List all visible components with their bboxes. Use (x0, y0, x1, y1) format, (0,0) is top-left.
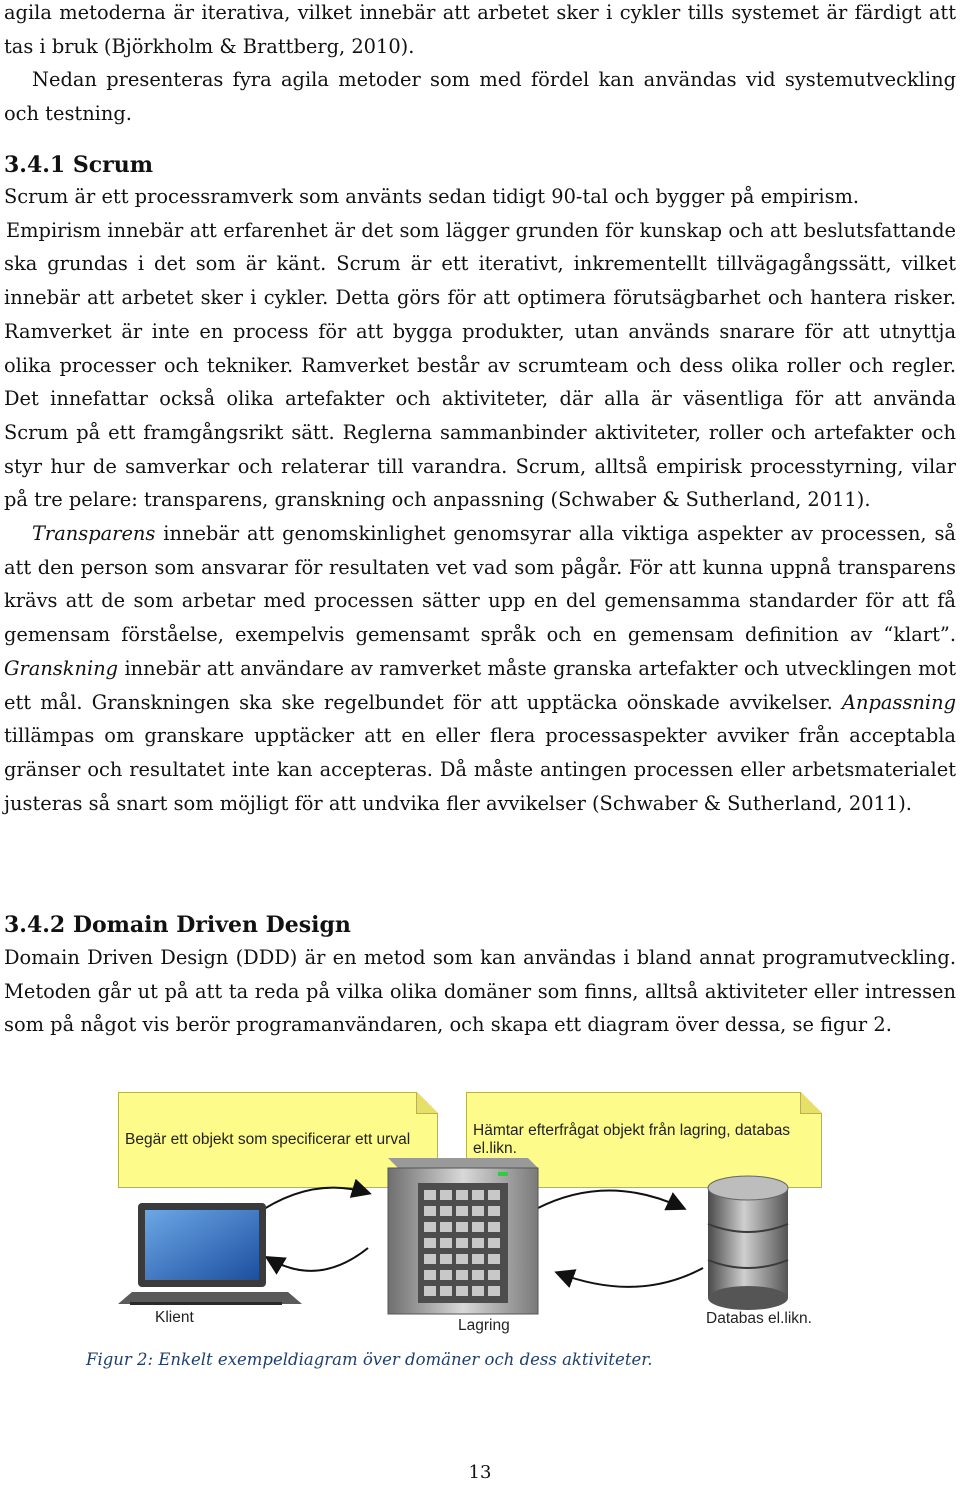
note-request: Begär ett objekt som specificerar ett urval (118, 1092, 438, 1188)
note-fetch: Hämtar efterfrågat objekt från lagring, databas el.likn. (466, 1092, 822, 1188)
intro-paragraph-2: Nedan presenteras fyra agila metoder som med fördel kan användas vid systemutveckling och testning. (4, 68, 956, 126)
scrum-first-line: Scrum är ett processramverk som använts sedan tidigt 90-tal och bygger på empirism. (4, 185, 860, 208)
page-number: 13 (468, 1462, 492, 1483)
scrum-paragraph: Empirism innebär att erfarenhet är det som lägger grunden för kunskap och att beslutsfattande ska grundas i det som är känt. Scrum är ett iterativt, inkrementellt tillvägagångssätt, vilket innebär att arbetet sker i cykler. Detta görs för att optimera förutsägbarhet och hantera risker. Ramverket är inte en process för att bygga produkter, utan används snarare för att utnyttja olika processer och tekniker. Ramverket består av scrumteam och dess olika roller och regler. Det innefattar också olika artefakter och aktiviteter, där alla är väsentliga för att använda Scrum på ett framgångsrikt sätt. Reglerna sammanbinder aktiviteter, roller och artefakter och styr hur de samverkar och relaterar till varandra. Scrum, alltså empirisk processtyrning, vilar på tre pelare: transparens, granskning och anpassning (Schwaber & Sutherland, 2011). (4, 218, 956, 512)
section-heading-scrum: 3.4.1 Scrum (4, 152, 154, 178)
section-heading-ddd: 3.4.2 Domain Driven Design (4, 912, 351, 938)
ddd-paragraph: Domain Driven Design (DDD) är en metod som kan användas i bland annat programutveckling. Metoden går ut på att ta reda på vilka olika domäner som finns, alltså aktiviteter eller intressen som på något vis berör programanvändaren, och skapa ett diagram över dessa, se figur 2. (4, 946, 956, 1037)
ddd-section-body (4, 941, 956, 1042)
diagram-graphics (118, 1088, 838, 1348)
scrum-section-body (4, 180, 956, 820)
domain-diagram-figure (118, 1088, 838, 1348)
server-icon (388, 1158, 538, 1314)
laptop-icon (118, 1203, 302, 1305)
arrow-databas-to-lagring (558, 1268, 703, 1287)
database-icon (708, 1176, 788, 1310)
text-transparens: innebär att genomskinlighet genomsyrar alla viktiga aspekter av processen, så att den person som ansvarar för resultaten vet vad som pågår. För att kunna uppnå transparens krävs att de som arbetar med processen sätter upp en del gemensamma standarder för att få gemensam förståelse, exempelvis gemensamt språk och en gemensam definition av “klart”. (4, 522, 956, 647)
term-anpassning: Anpassning (842, 690, 956, 714)
figure-caption: Figur 2: Enkelt exempeldiagram över domäner och dess aktiviteter. (86, 1350, 653, 1369)
text-granskning: innebär att användare av ramverket måste granska artefakter och utvecklingen mot ett mål. Granskningen ska ske regelbundet för att upptäcka oönskade avvikelser. (4, 656, 956, 714)
label-klient: Klient (155, 1309, 194, 1326)
term-transparens: Transparens (32, 522, 156, 546)
scrum-pillars-paragraph (4, 517, 956, 820)
intro-block (4, 0, 956, 131)
label-lagring: Lagring (458, 1317, 510, 1334)
arrow-lagring-to-databas (538, 1191, 683, 1209)
label-databas: Databas el.likn. (706, 1310, 812, 1327)
term-granskning: Granskning (4, 656, 119, 680)
intro-paragraph: agila metoderna är iterativa, vilket innebär att arbetet sker i cykler tills systemet är färdigt att tas i bruk (Björkholm & Brattberg, 2010). (4, 1, 956, 58)
text-anpassning: tillämpas om granskare upptäcker att en eller flera processaspekter avviker från acceptabla gränser och resultatet inte kan accepteras. Då måste antingen processen eller arbetsmaterialet justeras så snart som möjligt för att undvika fler avvikelser (Schwaber & Sutherland, 2011). (4, 724, 956, 815)
arrow-lagring-to-klient (268, 1248, 368, 1271)
